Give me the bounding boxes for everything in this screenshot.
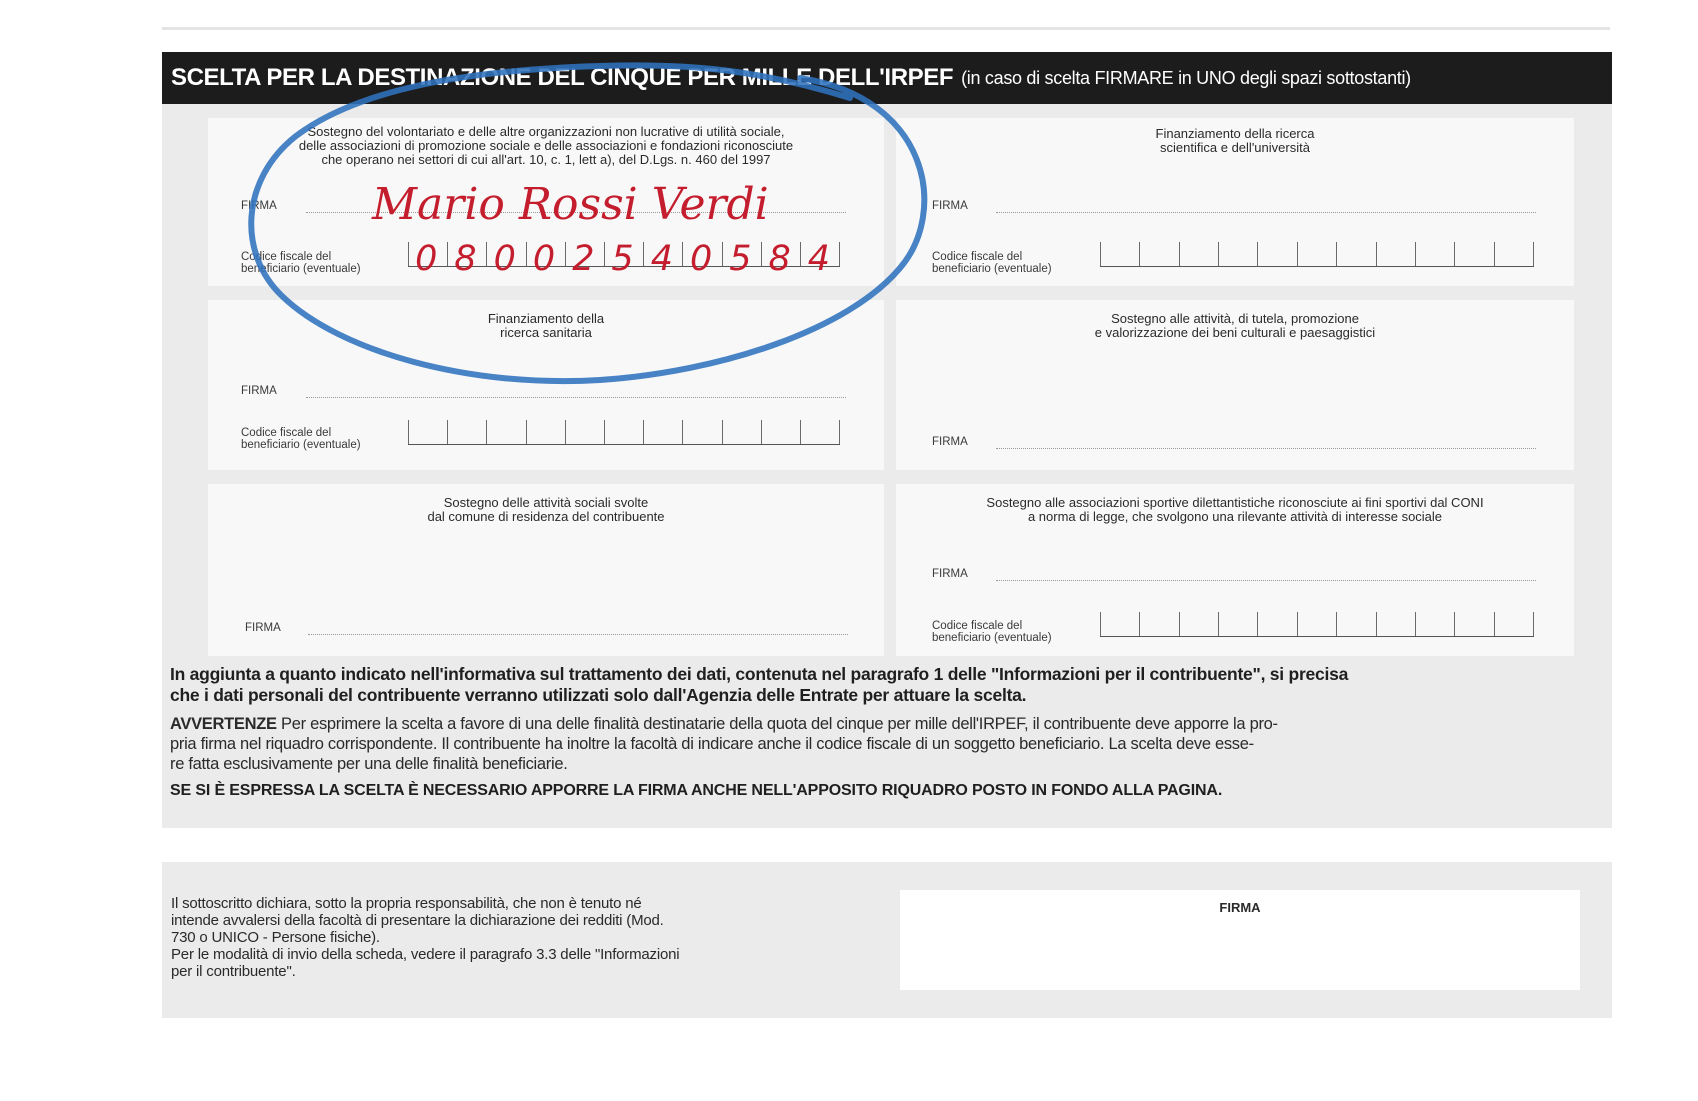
box-title: Sostegno alle attività, di tutela, promozione e valorizzazione dei beni culturali e paesaggistici (1094, 311, 1376, 340)
tax-code-digit: 0 (532, 239, 556, 279)
warnings: AVVERTENZE Per esprimere la scelta a favore di una delle finalità destinatarie della quota del cinque per mille dell'IRPEF, il contribuente deve apporre la pro- pria firma nel riquadro corrispondente. Il contribuente ha inoltre la facoltà di indicare anche il codice fiscale di un soggetto beneficiario. La scelta deve esse- re fatta esclusivamente per una delle finalità beneficiarie. (170, 715, 1278, 773)
privacy-note: In aggiunta a quanto indicato nell'informativa sul trattamento dei dati, contenuta nel paragrafo 1 delle "Informazioni per il contribuente", si precisa che i dati personali del contribuente verranno utilizzati solo dall'Agenzia delle Entrate per attuare la scelta. (170, 664, 1349, 705)
signature-line[interactable] (308, 634, 848, 635)
cf-label: Codice fiscale del beneficiario (eventuale) (241, 251, 361, 275)
form-title-note: (in caso di scelta FIRMARE in UNO degli spazi sottostanti) (961, 67, 1411, 88)
tax-code-digit: 0 (493, 239, 516, 279)
firma-label: FIRMA (241, 385, 277, 397)
warning-heading: AVVERTENZE (170, 715, 277, 733)
firma-label: FIRMA (241, 200, 277, 212)
final-signature-label: FIRMA (1219, 900, 1261, 915)
cf-input-grid[interactable] (1100, 610, 1534, 637)
box-title: Sostegno alle associazioni sportive dilettantistiche riconosciute ai fini sportivi dal CONI a norma di legge, che svolgono una rilevante attività di interesse sociale (986, 495, 1484, 524)
form-title: SCELTA PER LA DESTINAZIONE DEL CINQUE PER MILLE DELL'IRPEF (171, 64, 954, 91)
box-beni-culturali (896, 300, 1574, 470)
cinque-per-mille-form (162, 52, 1612, 828)
signature-line[interactable] (306, 397, 846, 398)
cf-label: Codice fiscale del beneficiario (eventuale) (932, 251, 1052, 275)
signature-line[interactable] (996, 580, 1536, 581)
cf-input-grid[interactable] (408, 240, 840, 267)
box-ricerca-sanitaria (208, 300, 884, 470)
tax-code-digit: 2 (572, 239, 595, 279)
signature-notice: SE SI È ESPRESSA LA SCELTA È NECESSARIO APPORRE LA FIRMA ANCHE NELL'APPOSITO RIQUADRO POSTO IN FONDO ALLA PAGINA. (170, 782, 1223, 799)
firma-label: FIRMA (932, 568, 968, 580)
final-signature-box[interactable] (900, 890, 1580, 990)
cf-label: Codice fiscale del beneficiario (eventuale) (241, 427, 361, 451)
box-title: Sostegno del volontariato e delle altre organizzazioni non lucrative di utilità sociale, delle associazioni di promozione sociale e delle associazioni e fondazioni riconosciute che operano nei settori di cui all'art. 10, c. 1, lett a), del D.Lgs. n. 460 del 1997 (298, 124, 794, 167)
top-rule (162, 27, 1610, 30)
box-ricerca-scientifica (896, 118, 1574, 286)
box-title: Sostegno delle attività sociali svolte dal comune di residenza del contribuente (427, 495, 665, 524)
signature-line[interactable] (306, 212, 846, 213)
signature-line[interactable] (996, 212, 1536, 213)
firma-label: FIRMA (245, 622, 281, 634)
signature-line[interactable] (996, 448, 1536, 449)
form-title-bar (162, 52, 1612, 104)
tax-code-digit: 0 (415, 239, 438, 279)
handwritten-signature: Mario Rossi Verdi (372, 179, 769, 230)
cf-input-grid[interactable] (1100, 240, 1534, 267)
tax-code-digit: 8 (768, 239, 791, 279)
declaration-text: Il sottoscritto dichiara, sotto la propria responsabilità, che non è tenuto né intende avvalersi della facoltà di presentare la dichiarazione dei redditi (Mod. 730 o UNICO - Persone fisiche). Per le modalità di invio della scheda, vedere il paragrafo 3.3 delle "Informazioni per il contribuente". (171, 895, 680, 980)
box-associazioni-sportive (896, 484, 1574, 656)
tax-code-digit: 8 (454, 239, 477, 279)
box-title: Finanziamento della ricerca sanitaria (487, 311, 605, 340)
box-title: Finanziamento della ricerca scientifica e dell'università (1155, 126, 1315, 155)
tax-code-digit: 5 (611, 239, 634, 279)
tax-code-digit: 0 (690, 239, 713, 279)
cf-input-grid[interactable] (408, 418, 840, 445)
cf-label: Codice fiscale del beneficiario (eventuale) (932, 620, 1052, 644)
tax-code-digit: 5 (729, 239, 752, 279)
firma-label: FIRMA (932, 436, 968, 448)
box-volontariato (208, 118, 884, 286)
tax-code-digit: 4 (650, 239, 673, 279)
tax-code-digit: 4 (807, 239, 831, 279)
firma-label: FIRMA (932, 200, 968, 212)
declaration-section (162, 862, 1612, 1018)
box-comune-residenza (208, 484, 884, 656)
